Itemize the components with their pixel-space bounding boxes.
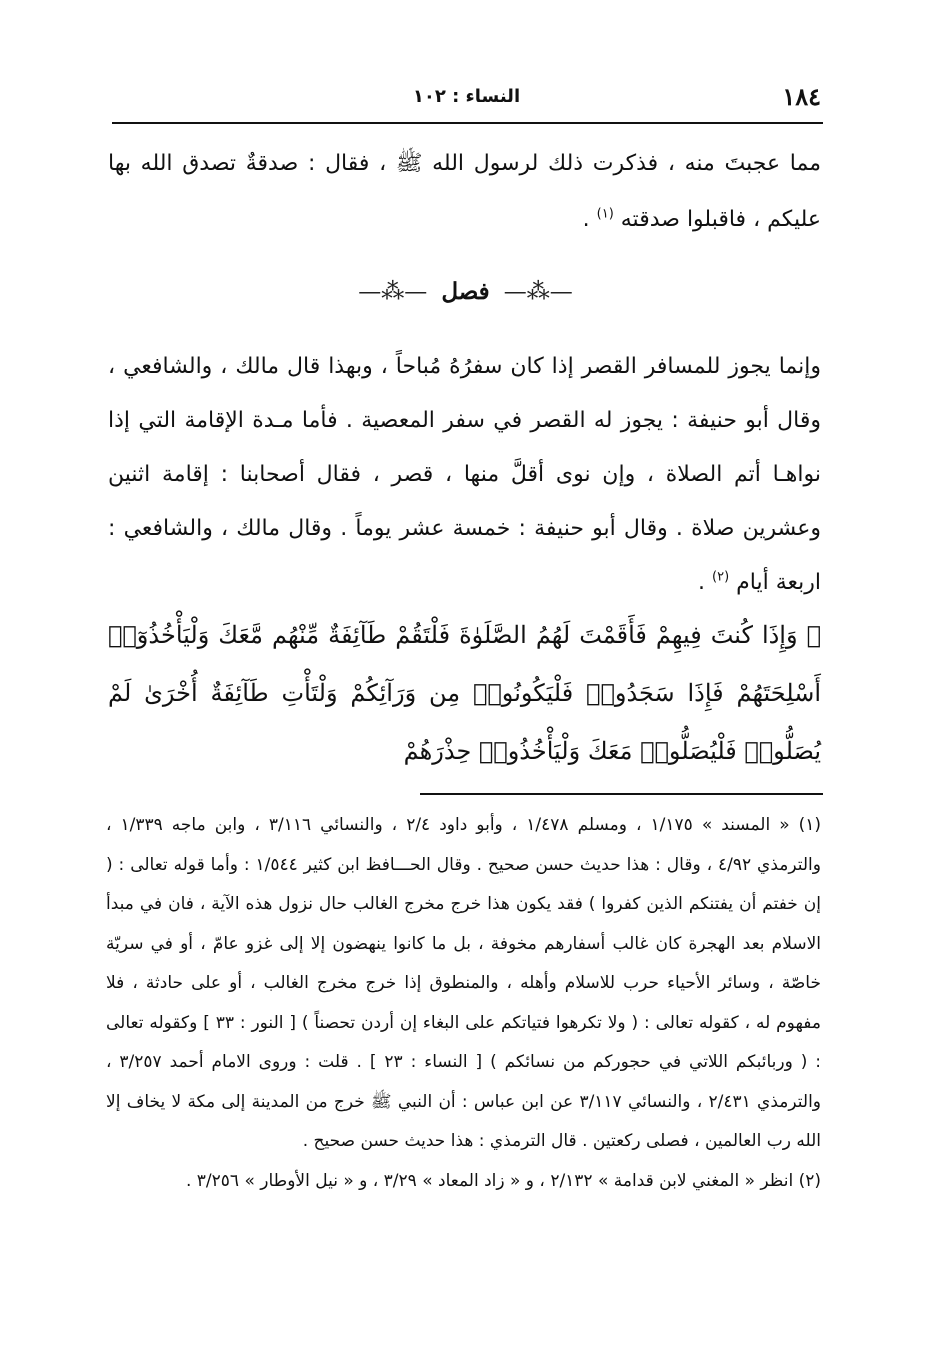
footnote-ref-1: (١)	[596, 206, 614, 222]
footnote-ref-2: (٢)	[712, 569, 730, 585]
quran-verse: ﴿ وَإِذَا كُنتَ فِيهِمْ فَأَقَمْتَ لَهُمُ الصَّلَوٰةَ فَلْتَقُمْ طَآئِفَةٌ مِّنْهُم مَّعَكَ وَلْيَأْخُذُوٓا۟ أَسْلِحَتَهُمْ فَإِذَا سَجَدُوا۟ فَلْيَكُونُوا۟ مِن وَرَآئِكُمْ وَلْتَأْتِ طَآئِفَةٌ أُخْرَىٰ لَمْ يُصَلُّوا۟ فَلْيُصَلُّوا۟ مَعَكَ وَلْيَأْخُذُوا۟ حِذْرَهُمْ	[108, 621, 821, 765]
paragraph-end: .	[582, 207, 590, 232]
paragraph-end: .	[698, 570, 706, 595]
paragraph-continuation	[108, 136, 821, 248]
header-divider	[112, 122, 823, 124]
footnote-divider	[420, 793, 823, 795]
section-title: فصل	[441, 278, 490, 305]
page-header	[112, 82, 821, 116]
footnote-2: (٢) انظر « المغني لابن قدامة » ٢/١٣٢ ، و « زاد المعاد » ٣/٢٩ ، و « نيل الأوطار » ٣/٢٥٦ .	[185, 1170, 821, 1191]
footnote-1: (١) « المسند » ١/١٧٥ ، ومسلم ١/٤٧٨ ، وأبو داود ٢/٤ ، والنسائي ٣/١١٦ ، وابن ماجه ١/٣٣٩ ، والترمذي ٤/٩٢ ، وقال : هذا حديث حسن صحيح . وقال الحـــافظ ابن كثير ١/٥٤٤ : وأما قوله تعالى : ( إن خفتم أن يفتنكم الذين كفروا ) فقد يكون هذا خرج مخرج الغالب حال نزول هذه الآية ، فان في مبدأ الاسلام بعد الهجرة كان غالب أسفارهم مخوفة ، بل ما كانوا ينهضون إلا إلى غزو عامّ ، أو في سريّة خاصّة ، وسائر الأحياء حرب للاسلام وأهله ، والمنطوق إذا خرج مخرج الغالب ، أو على حادثة ، فلا مفهوم له ، كقوله تعالى : ( ولا تكرهوا فتياتكم على البغاء إن أردن تحصناً ) [ النور : ٣٣ ] وكقوله تعالى : ( وربائبكم اللاتي في حجوركم من نسائكم ) [ النساء : ٢٣ ] . قلت : وروى الامام أحمد ٣/٢٥٧ ، والترمذي ٢/٤٣١ ، والنسائي ٣/١١٧ عن ابن عباس : أن النبي ﷺ خرج من المدينة إلى مكة لا يخاف إلا الله رب العالمين ، فصلى ركعتين . قال الترمذي : هذا حديث حسن صحيح .	[106, 815, 822, 1151]
ornament-icon: —⁂—	[358, 279, 428, 305]
ornament-icon: —⁂—	[503, 279, 573, 305]
running-title: النساء : ١٠٢	[412, 86, 521, 107]
section-heading	[0, 278, 931, 318]
footnotes	[106, 806, 821, 1201]
paragraph-qasr	[108, 340, 821, 610]
paragraph-text: وإنما يجوز للمسافر القصر إذا كان سفرُهُ مُباحاً ، وبهذا قال مالك ، والشافعي ، وقال أبو حنيفة : يجوز له القصر في سفر المعصية . فأما مـدة الإقامة التي إذا نواهـا أتم الصلاة ، وإن نوى أقلَّ منها ، قصر ، فقال أصحابنا : إقامة اثنين وعشرين صلاة . وقال أبو حنيفة : خمسة عشر يوماً . وقال مالك ، والشافعي : اربعة أيام	[108, 354, 821, 595]
page-number: ١٨٤	[782, 82, 821, 111]
paragraph-text: مما عجبتَ منه ، فذكرت ذلك لرسول الله ﷺ ، فقال : صدقةٌ تصدق الله بها عليكم ، فاقبلوا صدقته	[108, 151, 821, 232]
